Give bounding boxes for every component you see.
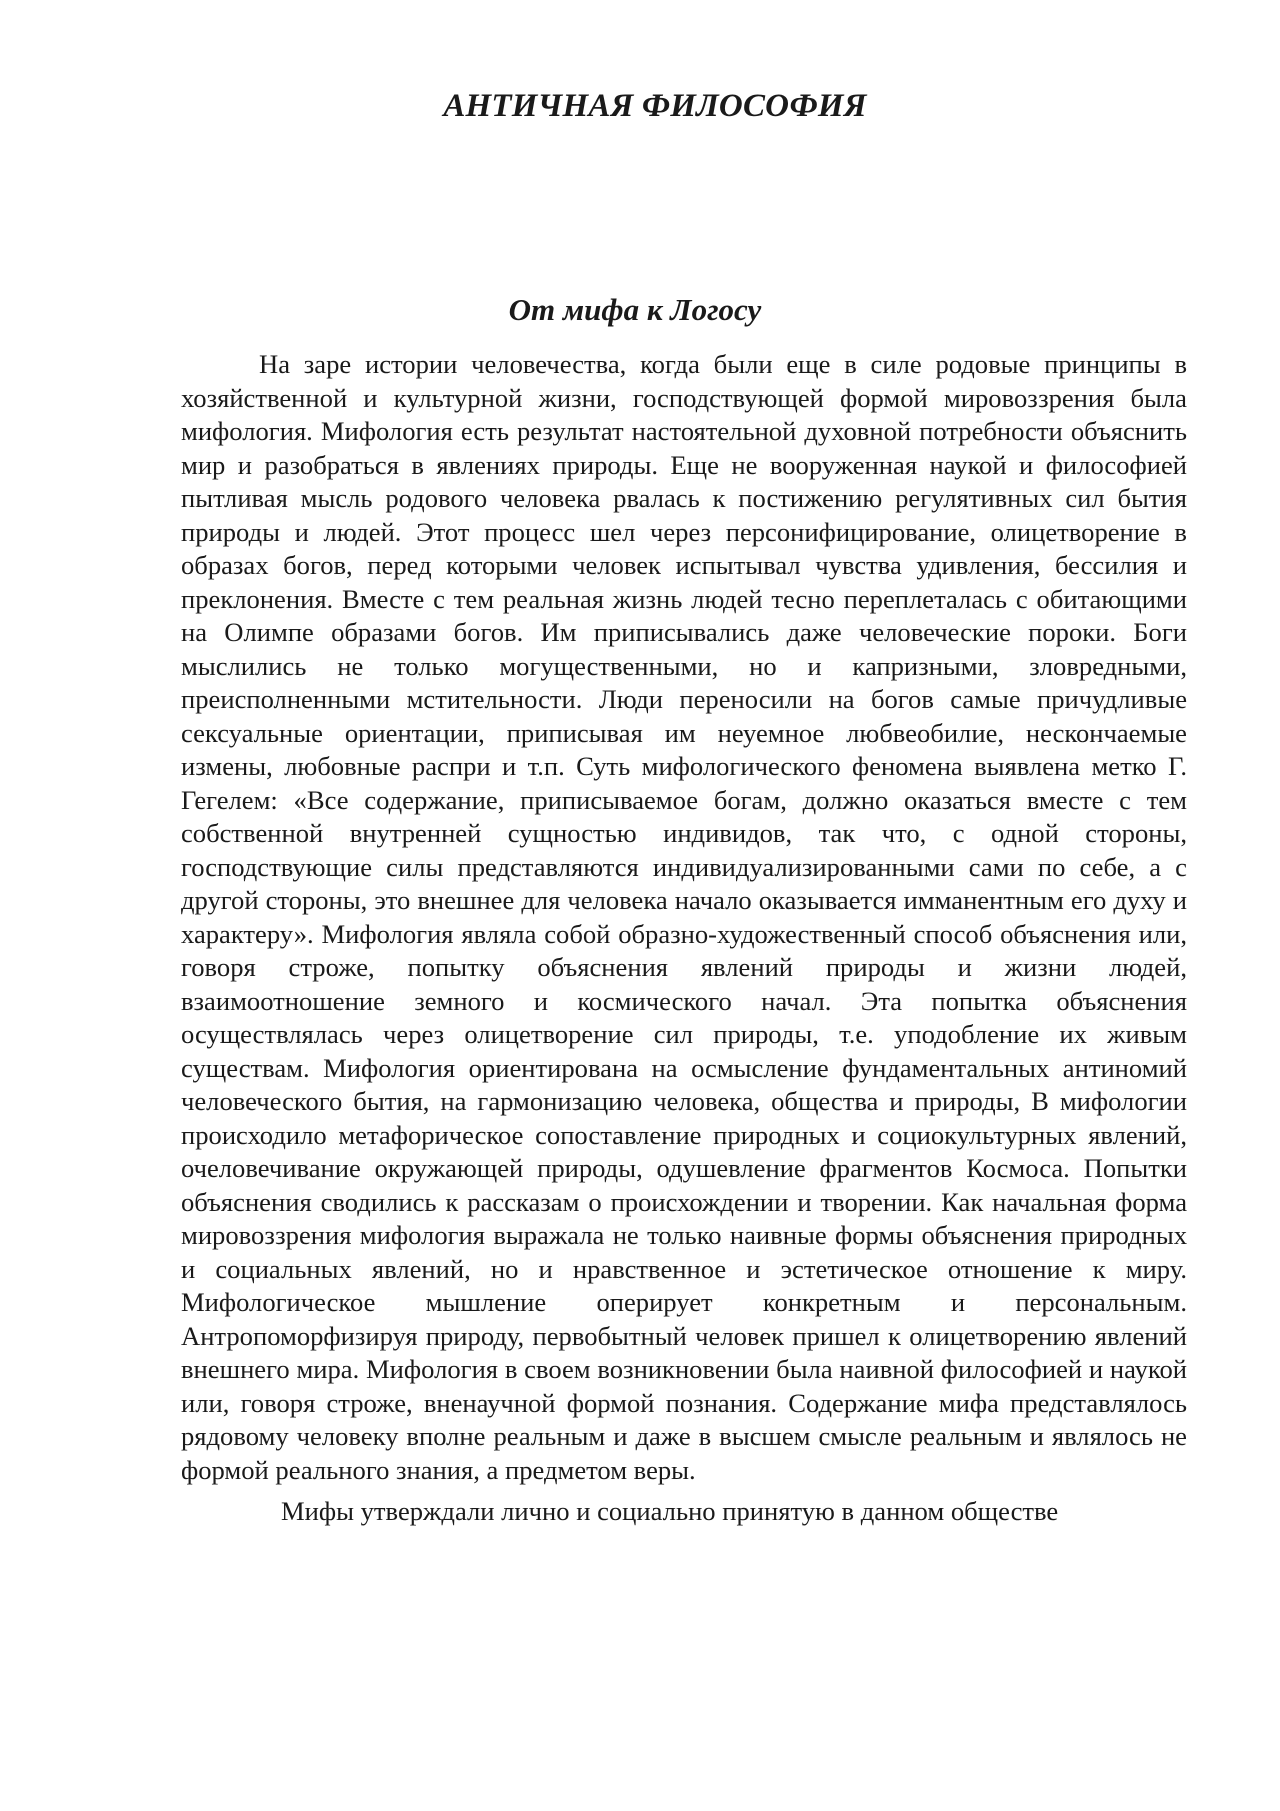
document-title: АНТИЧНАЯ ФИЛОСОФИЯ xyxy=(443,88,867,124)
paragraph-2: Мифы утверждали лично и социально принятую в данном обществе xyxy=(281,1496,1059,1526)
body-text xyxy=(181,348,1187,1529)
section-title: От мифа к Логосу xyxy=(508,292,762,327)
paragraph-1: На заре истории человечества, когда были еще в силе родовые принципы в хозяйственной и культурной жизни, господствующей формой мировоззрения была мифология. Мифология есть результат настоятельной духовной потребности объяснить мир и разобраться в явлениях природы. Еще не вооруженная наукой и философией пытливая мысль родового человека рвалась к постижению регулятивных сил бытия природы и людей. Этот процесс шел через персонифицирование, олицетворение в образах богов, перед которыми человек испытывал чувства удивления, бессилия и преклонения. Вместе с тем реальная жизнь людей тесно переплеталась с обитающими на Олимпе образами богов. Им приписывались даже человеческие пороки. Боги мыслились не только могущественными, но и капризными, зловредными, преисполненными мстительности. Люди переносили на богов самые причудливые сексуальные ориентации, приписывая им неуемное любвеобилие, нескончаемые измены, любовные распри и т.п. Суть мифологического феномена выявлена метко Г. Гегелем: «Все содержание, приписываемое богам, должно оказаться вместе с тем собственной внутренней сущностью индивидов, так что, с одной стороны, господствующие силы представляются индивидуализированными сами по себе, а с другой стороны, это внешнее для человека начало оказывается имманентным его духу и характеру». Мифология являла собой образно-художественный способ объяснения или, говоря строже, попытку объяснения явлений природы и жизни людей, взаимоотношение земного и космического начал. Эта попытка объяснения осуществлялась через олицетворение сил природы, т.е. уподобление их живым существам. Мифология ориентирована на осмысление фундаментальных антиномий человеческого бытия, на гармонизацию человека, общества и природы, В мифологии происходило метафорическое сопоставление природных и социокультурных явлений, очеловечивание окружающей природы, одушевление фрагментов Космоса. Попытки объяснения сводились к рассказам о происхождении и творении. Как начальная форма мировоззрения мифология выражала не только наивные формы объяснения природных и социальных явлений, но и нравственное и эстетическое отношение к миру. Мифологическое мышление оперирует конкретным и персональным. Антропоморфизируя природу, первобытный человек пришел к олицетворению явлений внешнего мира. Мифология в своем возникновении была наивной философией и наукой или, говоря строже, вненаучной формой познания. Содержание мифа представлялось рядовому человеку вполне реальным и даже в высшем смысле реальным и являлось не формой реального знания, а предметом веры. xyxy=(181,349,1187,1485)
